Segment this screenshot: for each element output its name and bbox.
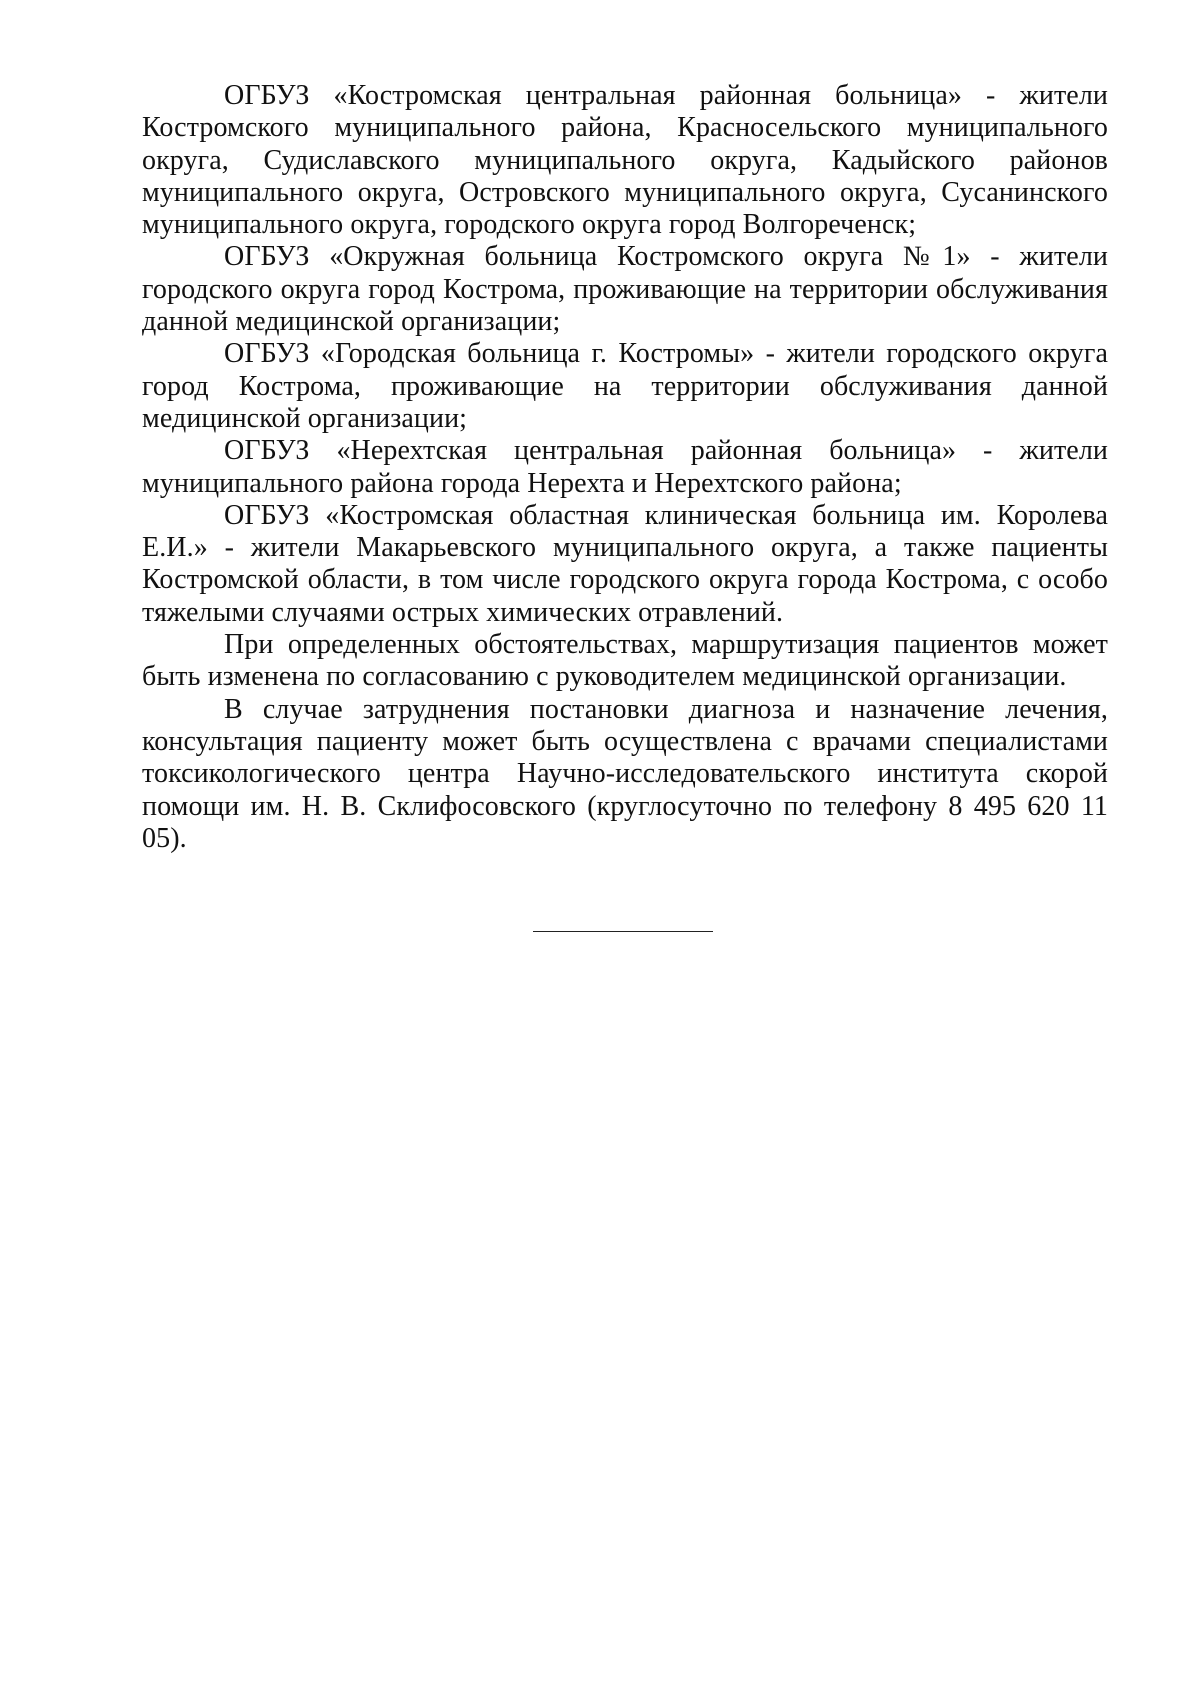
paragraph-kostroma-crh: ОГБУЗ «Костромская центральная районная больница» - жители Костромского муниципального района, Красносельского муниципального округа, Судиславского муниципального округа, Кадыйского районов муниципального округа, Островского муниципального округа, Сусанинского муниципального округа, городского округа город Волгореченск; [142, 80, 1108, 241]
paragraph-nerekhta-crh: ОГБУЗ «Нерехтская центральная районная больница» - жители муниципального района города Нерехта и Нерехтского района; [142, 435, 1108, 499]
paragraph-routing-change: При определенных обстоятельствах, маршрутизация пациентов может быть изменена по согласованию с руководителем медицинской организации. [142, 629, 1108, 693]
document-body [142, 80, 1108, 855]
paragraph-district-hospital-1: ОГБУЗ «Окружная больница Костромского округа №1» - жители городского округа город Кострома, проживающие на территории обслуживания данной медицинской организации; [142, 241, 1108, 338]
end-divider-line [533, 931, 713, 932]
paragraph-regional-clinical-hospital: ОГБУЗ «Костромская областная клиническая больница им. Королева Е.И.» - жители Макарьевского муниципального округа, а также пациенты Костромской области, в том числе городского округа города Кострома, с особо тяжелыми случаями острых химических отравлений. [142, 499, 1108, 628]
paragraph-toxicology-consultation: В случае затруднения постановки диагноза и назначение лечения, консультация пациенту может быть осуществлена с врачами специалистами токсикологического центра Научно-исследовательского института скорой помощи им. Н. В. Склифосовского (круглосуточно по телефону 8 495 620 11 05). [142, 693, 1108, 854]
paragraph-city-hospital: ОГБУЗ «Городская больница г. Костромы» - жители городского округа город Кострома, проживающие на территории обслуживания данной медицинской организации; [142, 338, 1108, 434]
